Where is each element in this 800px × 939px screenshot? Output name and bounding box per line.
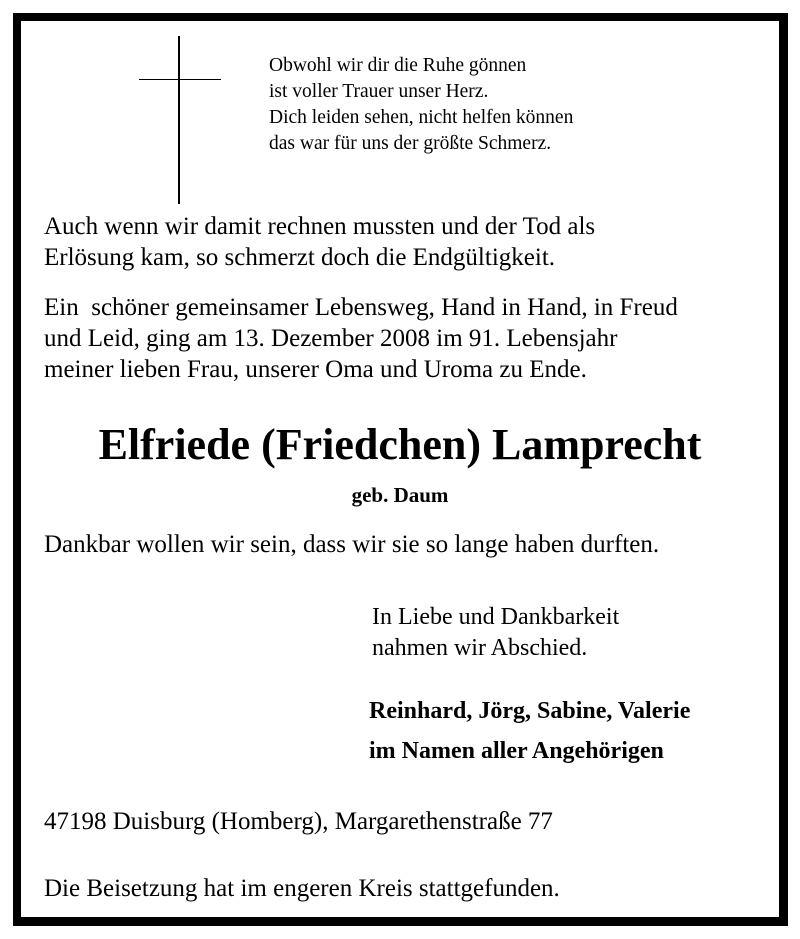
paragraph-line: und Leid, ging am 13. Dezember 2008 im 91. Lebensjahr: [44, 325, 618, 352]
address: 47198 Duisburg (Homberg), Margarethenstraße 77: [44, 808, 553, 835]
farewell-line: In Liebe und Dankbarkeit: [372, 604, 620, 630]
paragraph-line: meiner lieben Frau, unserer Oma und Uroma zu Ende.: [44, 356, 587, 383]
paragraph-line: Ein schöner gemeinsamer Lebensweg, Hand in Hand, in Freud: [44, 294, 678, 321]
cross-icon: [178, 36, 180, 204]
poem: [269, 53, 573, 157]
cross-bar: [139, 79, 221, 80]
burial-note: Die Beisetzung hat im engeren Kreis stattgefunden.: [44, 875, 560, 902]
signatory-names: Reinhard, Jörg, Sabine, Valerie: [369, 698, 691, 724]
paragraph-line: Erlösung kam, so schmerzt doch die Endgültigkeit.: [44, 244, 556, 271]
birth-name: geb. Daum: [351, 483, 449, 507]
farewell-line: nahmen wir Abschied.: [372, 635, 588, 661]
signatory-on-behalf: im Namen aller Angehörigen: [369, 738, 664, 764]
intro-paragraph: [44, 211, 595, 273]
obituary-notice: [13, 13, 788, 926]
poem-line: Dich leiden sehen, nicht helfen können: [269, 107, 574, 128]
poem-line: Obwohl wir dir die Ruhe gönnen: [269, 55, 527, 76]
farewell-text: [372, 602, 619, 664]
poem-line: ist voller Trauer unser Herz.: [269, 81, 489, 102]
life-paragraph: [44, 292, 678, 385]
poem-line: das war für uns der größte Schmerz.: [269, 133, 552, 154]
deceased-name: Elfriede (Friedchen) Lamprecht: [98, 420, 702, 469]
paragraph-line: Auch wenn wir damit rechnen mussten und der Tod als: [44, 213, 596, 240]
gratitude-line: Dankbar wollen wir sein, dass wir sie so lange haben durften.: [44, 531, 660, 558]
